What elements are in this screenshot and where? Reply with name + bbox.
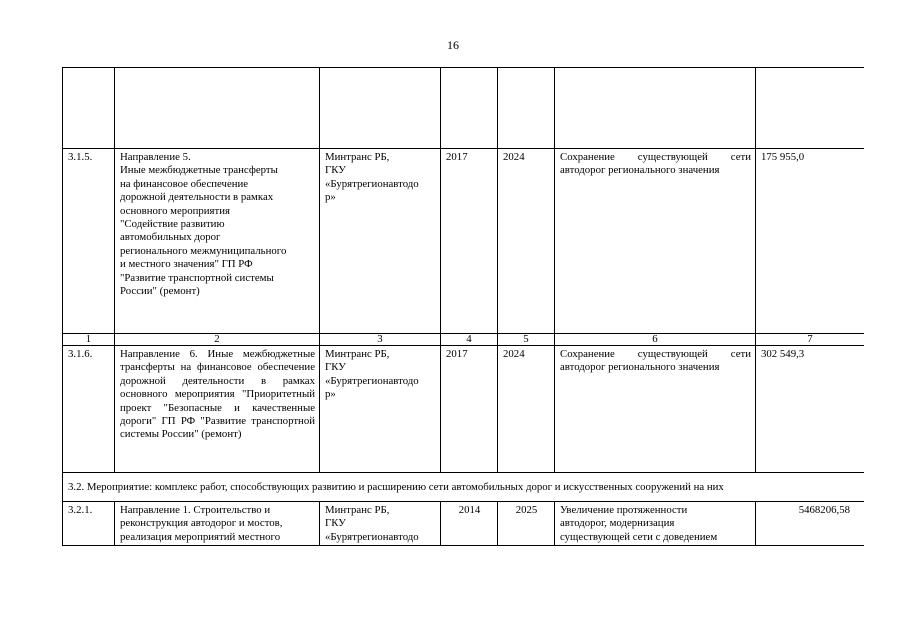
direction-line: регионального межмуниципального — [120, 244, 287, 257]
program-table-wrapper — [62, 67, 864, 567]
amount: 175 955,0 — [756, 149, 865, 334]
org-line: ГКУ — [325, 164, 346, 177]
result-line: автодорог, модернизация — [560, 517, 675, 530]
end-year: 2024 — [498, 149, 555, 334]
column-number: 1 — [63, 334, 115, 346]
table-row-3-2-1 — [63, 502, 865, 546]
org-line: «Бурятрегионавтодо — [325, 530, 419, 543]
expected-result — [555, 502, 756, 546]
start-year: 2017 — [441, 149, 498, 334]
empty-cell — [115, 68, 320, 149]
row-number: 3.2.1. — [63, 502, 115, 546]
direction-cell — [115, 149, 320, 334]
continued-empty-row — [63, 68, 865, 149]
direction-line: Иные межбюджетные трансферты — [120, 164, 278, 177]
end-year: 2024 — [498, 346, 555, 473]
direction-line: и местного значения" ГП РФ — [120, 258, 253, 271]
column-number: 3 — [320, 334, 441, 346]
empty-cell — [555, 68, 756, 149]
column-number: 5 — [498, 334, 555, 346]
org-line: ГКУ — [325, 517, 346, 530]
direction-line: Направление 5. — [120, 151, 191, 163]
column-numbers-row — [63, 334, 865, 346]
result-line: существующей сети с доведением — [560, 530, 718, 543]
direction-cell: Направление 6. Иные межбюджетные трансферты на финансовое обеспечение дорожной деятельности в рамках основного мероприятия "Приоритетный проект "Безопасные и качественные дороги" ГП РФ "Развитие транспортной системы России" (ремонт) — [115, 346, 320, 473]
direction-line: "Развитие транспортной системы — [120, 271, 274, 284]
end-year: 2025 — [498, 502, 555, 546]
direction-line: автомобильных дорог — [120, 231, 221, 244]
amount: 302 549,3 — [756, 346, 865, 473]
direction-line: дорожной деятельности в рамках — [120, 191, 274, 204]
org-line: ГКУ — [325, 361, 346, 374]
table-row-3-1-5 — [63, 149, 865, 334]
column-number: 4 — [441, 334, 498, 346]
empty-cell — [498, 68, 555, 149]
direction-line: реконструкция автодорог и мостов, — [120, 517, 283, 530]
org-line: Минтранс РБ, — [325, 151, 390, 163]
org-line: Минтранс РБ, — [325, 348, 390, 360]
responsible-org-cell — [320, 502, 441, 546]
responsible-org-cell — [320, 346, 441, 473]
expected-result: Сохранение существующей сети автодорог регионального значения — [555, 149, 756, 334]
direction-line: реализация мероприятий местного — [120, 530, 281, 543]
direction-line: Направление 1. Строительство и — [120, 504, 271, 516]
responsible-org-cell — [320, 149, 441, 334]
org-line: р» — [325, 388, 336, 401]
empty-cell — [756, 68, 865, 149]
direction-line: России" (ремонт) — [120, 285, 200, 298]
column-number: 6 — [555, 334, 756, 346]
direction-line: на финансовое обеспечение — [120, 177, 249, 190]
section-heading: 3.2. Мероприятие: комплекс работ, способствующих развитию и расширению сети автомобильных дорог и искусственных сооружений на них — [63, 473, 865, 502]
page-number: 16 — [447, 38, 459, 52]
org-line: Минтранс РБ, — [325, 504, 390, 516]
column-number: 7 — [756, 334, 865, 346]
direction-line: "Содействие развитию — [120, 218, 225, 231]
empty-cell — [63, 68, 115, 149]
org-line: «Бурятрегионавтодо — [325, 177, 419, 190]
table-row-3-1-6 — [63, 346, 865, 473]
column-number: 2 — [115, 334, 320, 346]
start-year: 2017 — [441, 346, 498, 473]
direction-cell — [115, 502, 320, 546]
empty-cell — [320, 68, 441, 149]
org-line: «Бурятрегионавтодо — [325, 374, 419, 387]
row-number: 3.1.5. — [63, 149, 115, 334]
expected-result: Сохранение существующей сети автодорог регионального значения — [555, 346, 756, 473]
org-line: р» — [325, 191, 336, 204]
empty-cell — [441, 68, 498, 149]
section-row-3-2 — [63, 473, 865, 502]
amount: 5468206,58 — [756, 502, 865, 546]
program-table — [62, 67, 864, 546]
result-line: Увеличение протяженности — [560, 504, 688, 516]
direction-line: основного мероприятия — [120, 204, 230, 217]
start-year: 2014 — [441, 502, 498, 546]
row-number: 3.1.6. — [63, 346, 115, 473]
